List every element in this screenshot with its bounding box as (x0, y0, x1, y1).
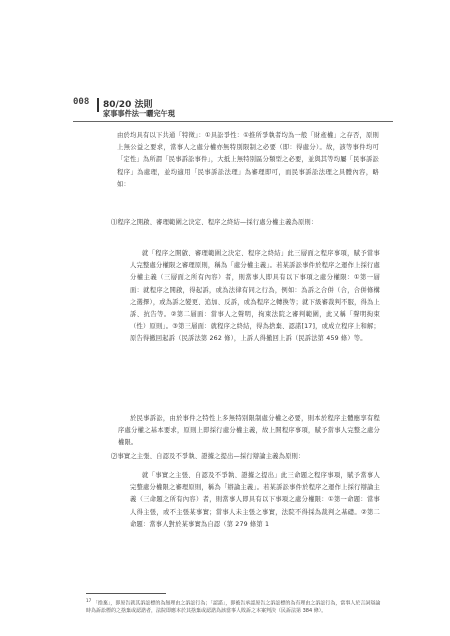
page-header (73, 97, 393, 117)
footnote-text: 「捨棄」，即原告就其訴訟標的為無理由之訴訟行為；「認諾」，即被告承認原告之訴訟標的為有理由之訴訟行為，當事人於言詞辯論時為訴訟標的之捨棄或認諾者，法院即應本於其捨棄或認諾為該當事人敗訴之本案判決（民訴法第 384 條）。 (86, 600, 381, 615)
paragraph-intro: 由於均具有以下共通「特徵」：①具訟爭性：①推所爭執者均為一般「財產權」之存否，原則上無公益之要求，當事人之處分權亦無特別限制之必要（即：得處分）。故，該等事件均可「定性」為所謂「民事訴訟事件」，大抵上無特別區分類型之必要，並與其等均屬「民事訴訟程序」為處理，並均適用「民事訴訟法理」為審理即可，而民事訴訟法理之具體內容，略如： (117, 132, 379, 188)
footnote-rule (86, 593, 166, 594)
paragraph-disposition: 就「程序之開啟、審理範圍之決定、程序之終結」此三層面之程序事項，賦予當事人完整處分權限之審理原則，稱為「處分權主義」。若某訴訟事件於程序之運作上採行處分權主義（三層面之所有內容）者，則當事人即具有以下事項之處分權限：①第一層面：就程序之開啟，得起訴，或為法律有同之行為，例如：為訴之合併（合，合併條構之選擇），或為訴之變更、追加、反訴，或為程序之轉換等；就下級審裁判不服，得為上訴、抗告等。②第二層面：當事人之聲明，拘束法院之審判範圍，此又稱「聲明拘束（性）原則」。③第三層面：就程序之終結，得為捨棄、認諾[17]，或成立程序上和解；原告得撤回起訴（民訴法第 262 條），上訴人得撤回上訴（民訴法第 459 條）等。 (130, 250, 380, 343)
page-number: 008 (73, 97, 90, 107)
paragraph-debate: 就「事實之主張、自認及不爭執、證據之提出」此三命題之程序事項，賦予當事人完整處分權限之審理原則，稱為「辯論主義」。若某訴訟事件於程序之運作上採行辯論主義（三命題之所有內容）者，則當事人即具有以下事項之處分權限：①第一命題：當事人得主張，或不主張某事實；當事人未主張之事實，法院不得採為裁判之基礎。②第二命題：當事人對於某事實為自認（第 279 條第 1 (130, 472, 380, 528)
header-separator (97, 98, 99, 112)
header-rule (73, 121, 393, 122)
list-item-disposition: ⑴程序之開啟、審理範圍之決定、程序之終結—採行處分權主義為原則： (111, 219, 318, 226)
book-title: 80/20 法則 (103, 100, 153, 110)
chapter-subtitle: 家事事件法一曬完午現 (103, 109, 175, 118)
paragraph-civil-litigation: 於民事訴訟，由於事件之特性上多無特別限制處分權之必要，則本於程序主體應享有程序處分權之基本要求，原則上即採行處分權主義，故上開程序事項，賦予當事人完整之處分權限。 (118, 415, 380, 447)
footnote-number: 17 (86, 598, 92, 603)
footnote (86, 597, 382, 616)
list-item-debate: ⑵事實之主張、自認及不爭執、證據之提出—採行辯論主義為原則： (111, 453, 305, 460)
